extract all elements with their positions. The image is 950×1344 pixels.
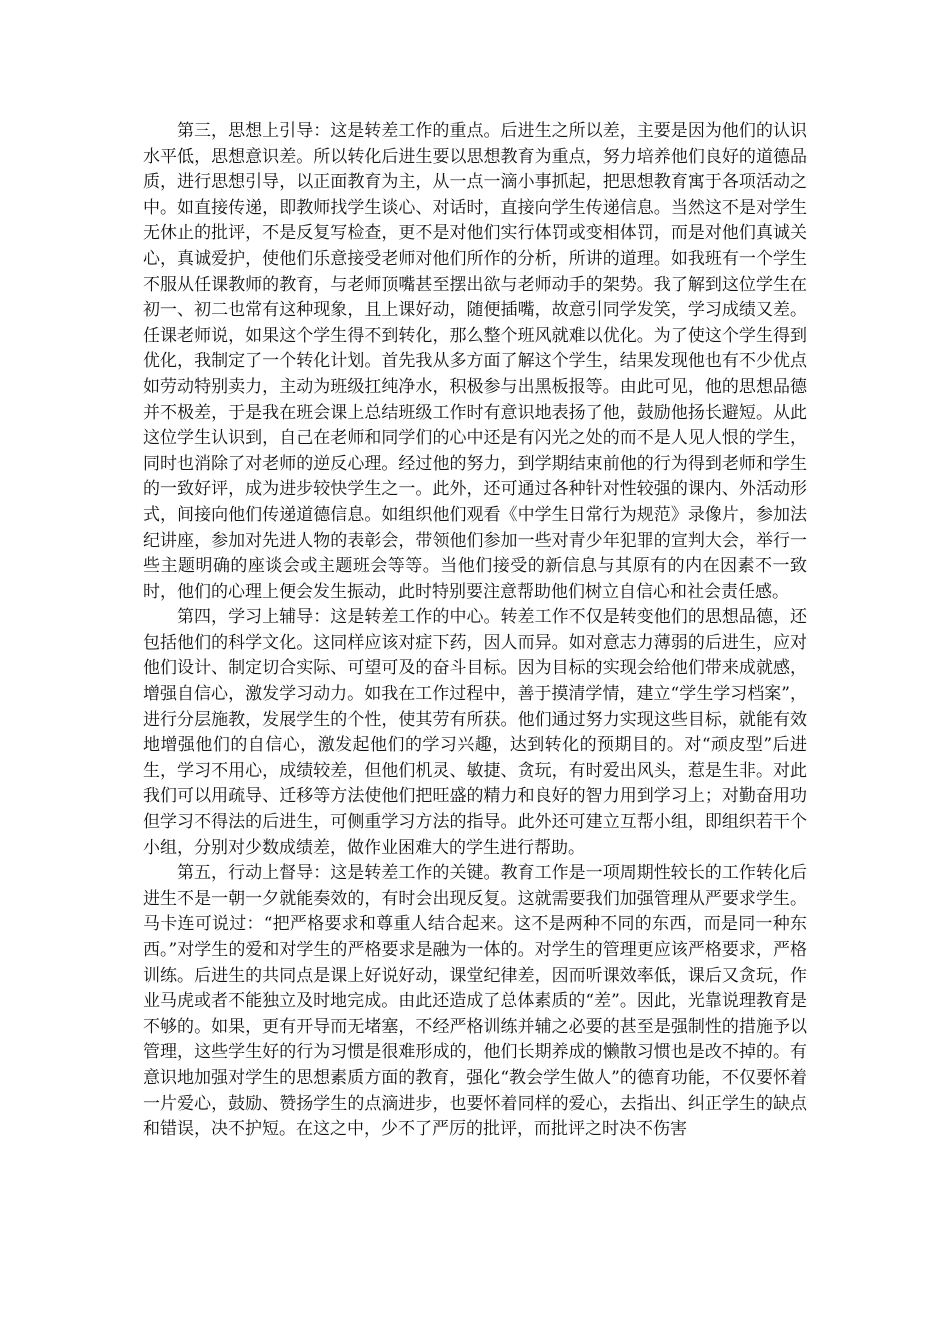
paragraph-fourth-study-tutoring: 第四，学习上辅导：这是转差工作的中心。转差工作不仅是转变他们的思想品德，还包括他们的科学文化。这同样应该对症下药，因人而异。如对意志力薄弱的后进生，应对他们设计、制定切合实际、可望可及的奋斗目标。因为目标的实现会给他们带来成就感，增强自信心，激发学习动力。如我在工作过程中，善于摸清学情，建立“学生学习档案”，进行分层施教，发展学生的个性，使其劳有所获。他们通过努力实现这些目标，就能有效地增强他们的自信心，激发起他们的学习兴趣，达到转化的预期目的。对“顽皮型”后进生，学习不用心，成绩较差，但他们机灵、敏捷、贪玩，有时爱出风头，惹是生非。对此我们可以用疏导、迁移等方法使他们把旺盛的精力和良好的智力用到学习上；对勤奋用功但学习不得法的后进生，可侧重学习方法的指导。此外还可建立互帮小组，即组织若干个小组，分别对少数成绩差，做作业困难大的学生进行帮助。: [143, 607, 807, 858]
paragraph-fifth-action-supervision: 第五，行动上督导：这是转差工作的关键。教育工作是一项周期性较长的工作转化后进生不是一朝一夕就能奏效的，有时会出现反复。这就需要我们加强管理从严要求学生。马卡连可说过：“把严格要求和尊重人结合起来。这不是两种不同的东西，而是同一种东西。”对学生的爱和对学生的严格要求是融为一体的。对学生的管理更应该严格要求，严格训练。后进生的共同点是课上好说好动，课堂纪律差，因而听课效率低，课后又贪玩，作业马虎或者不能独立及时地完成。由此还造成了总体素质的“差”。因此，光靠说理教育是不够的。如果，更有开导而无堵塞，不经严格训练并辅之必要的甚至是强制性的措施予以管理，这些学生好的行为习惯是很难形成的，他们长期养成的懒散习惯也是改不掉的。有意识地加强对学生的思想素质方面的教育，强化“教会学生做人”的德育功能，不仅要怀着一片爱心，鼓励、赞扬学生的点滴进步，也要怀着同样的爱心，去指出、纠正学生的缺点和错误，决不护短。在这之中，少不了严厉的批评，而批评之时决不伤害: [143, 863, 807, 1140]
paragraph-third-ideological-guidance: 第三，思想上引导：这是转差工作的重点。后进生之所以差，主要是因为他们的认识水平低，思想意识差。所以转化后进生要以思想教育为重点，努力培养他们良好的道德品质，进行思想引导，以正面教育为主，从一点一滴小事抓起，把思想教育寓于各项活动之中。如直接传递，即教师找学生谈心、对话时，直接向学生传递信息。当然这不是对学生无休止的批评，不是反复写检查，更不是对他们实行体罚或变相体罚，而是对他们真诚关心，真诚爱护，使他们乐意接受老师对他们所作的分析，所讲的道理。如我班有一个学生不服从任课教师的教育，与老师顶嘴甚至摆出欲与老师动手的架势。我了解到这位学生在初一、初二也常有这种现象，且上课好动，随便插嘴，故意引同学发笑，学习成绩又差。任课老师说，如果这个学生得不到转化，那么整个班风就难以优化。为了使这个学生得到优化，我制定了一个转化计划。首先我从多方面了解这个学生，结果发现他也有不少优点如劳动特别卖力，主动为班级扛纯净水，积极参与出黑板报等。由此可见，他的思想品德并不极差，于是我在班会课上总结班级工作时有意识地表扬了他，鼓励他扬长避短。从此这位学生认识到，自己在老师和同学们的心中还是有闪光之处的而不是人见人恨的学生，同时也消除了对老师的逆反心理。经过他的努力，到学期结束前他的行为得到老师和学生的一致好评，成为进步较快学生之一。此外，还可通过各种针对性较强的课内、外活动形式，间接向他们传递道德信息。如组织他们观看《中学生日常行为规范》录像片，参加法纪讲座，参加对先进人物的表彰会，带领他们参加一些对青少年犯罪的宣判大会，举行一些主题明确的座谈会或主题班会等等。当他们接受的新信息与其原有的内在因素不一致时，他们的心理上便会发生振动，此时特别要注意帮助他们树立自信心和社会责任感。: [143, 121, 807, 602]
document-page: [143, 119, 807, 1143]
